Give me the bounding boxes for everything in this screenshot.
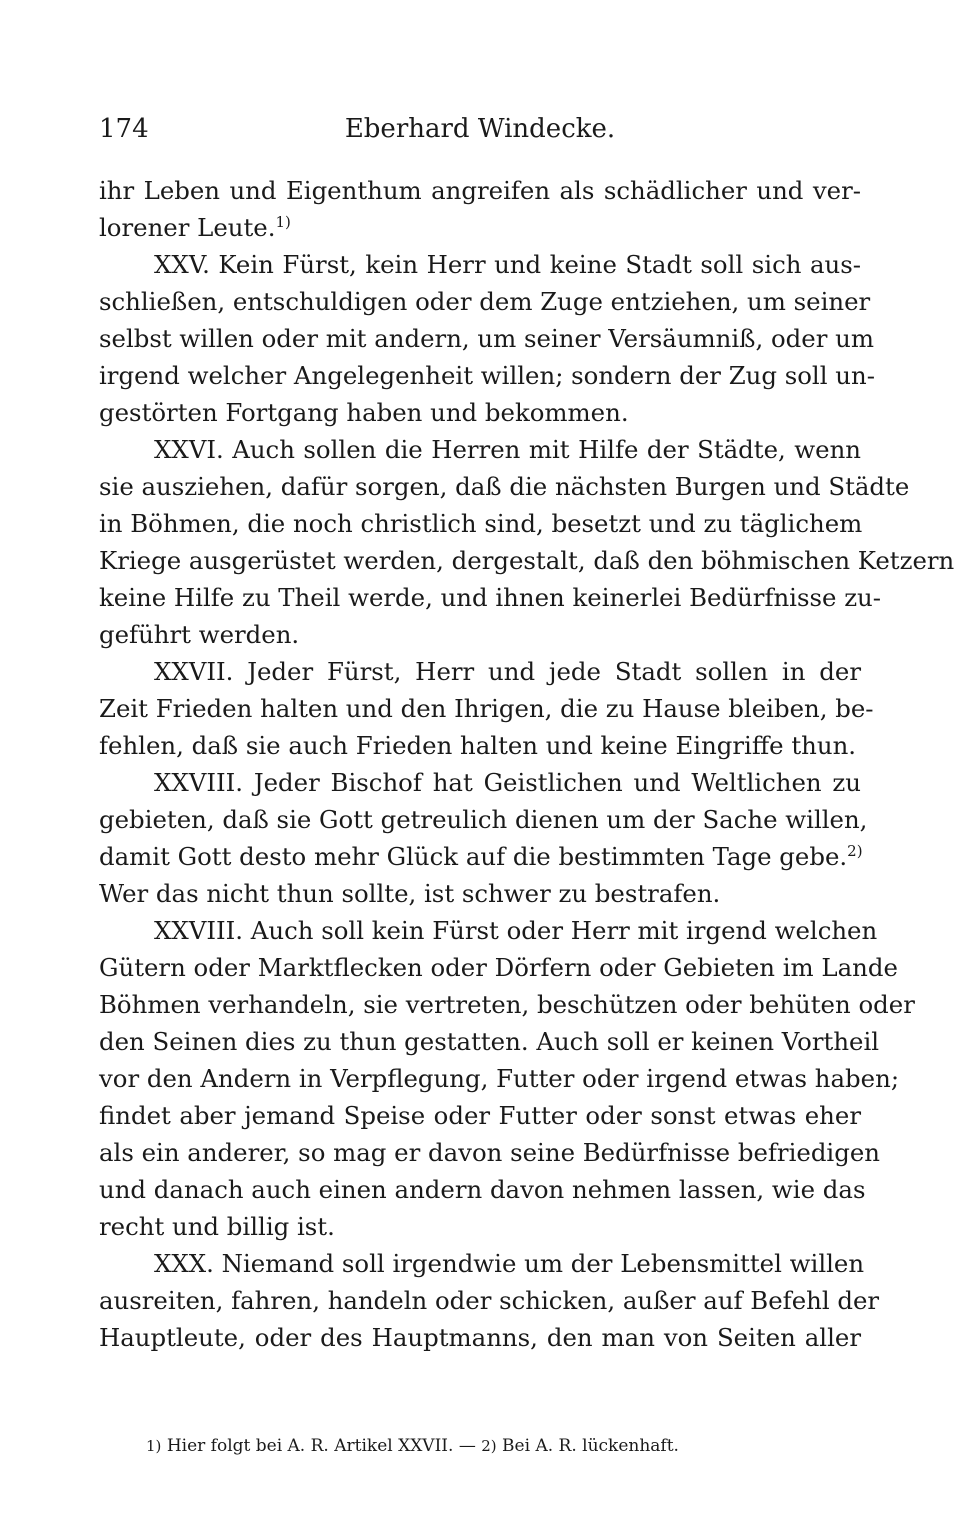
text-line: Böhmen verhandeln, sie vertreten, beschützen oder behüten oder	[99, 990, 915, 1019]
text-line: vor den Andern in Verpflegung, Futter oder irgend etwas haben;	[99, 1064, 900, 1093]
body-text	[99, 172, 955, 1356]
page-header	[99, 114, 861, 154]
text-line: Zeit Frieden halten und den Ihrigen, die zu Hause bleiben, be-	[99, 694, 874, 723]
footnote-mark: 1)	[275, 213, 291, 231]
text-line: XXVIII. Jeder Bischof hat Geistlichen und Weltlichen zu	[154, 768, 861, 797]
text-line: Wer das nicht thun sollte, ist schwer zu bestrafen.	[99, 879, 721, 908]
text-line: fehlen, daß sie auch Frieden halten und keine Eingriffe thun.	[99, 731, 857, 760]
text-line: den Seinen dies zu thun gestatten. Auch soll er keinen Vortheil	[99, 1027, 880, 1056]
footnote-2-number: 2)	[481, 1437, 497, 1455]
text-line: und danach auch einen andern davon nehmen lassen, wie das	[99, 1175, 866, 1204]
text-line: gestörten Fortgang haben und bekommen.	[99, 398, 629, 427]
text-line: Hauptleute, oder des Hauptmanns, den man von Seiten aller	[99, 1323, 861, 1352]
text-line: recht und billig ist.	[99, 1212, 335, 1241]
footnotes	[146, 1434, 679, 1458]
text-line: keine Hilfe zu Theil werde, und ihnen keinerlei Bedürfnisse zu-	[99, 583, 882, 612]
text-line: schließen, entschuldigen oder dem Zuge entziehen, um seiner	[99, 287, 871, 316]
footnote-2-text: Bei A. R. lückenhaft.	[502, 1436, 679, 1456]
text-line: geführt werden.	[99, 620, 300, 649]
text-line: ihr Leben und Eigenthum angreifen als schädlicher und ver-	[99, 176, 861, 205]
text-line: in Böhmen, die noch christlich sind, besetzt und zu täglichem	[99, 509, 863, 538]
text-line: selbst willen oder mit andern, um seiner Versäumniß, oder um	[99, 324, 874, 353]
text-line: damit Gott desto mehr Glück auf die bestimmten Tage gebe.$^{2)}$	[99, 842, 863, 871]
text-line: irgend welcher Angelegenheit willen; sondern der Zug soll un-	[99, 361, 875, 390]
text-line: Gütern oder Marktflecken oder Dörfern oder Gebieten im Lande	[99, 953, 898, 982]
text-line: findet aber jemand Speise oder Futter oder sonst etwas eher	[99, 1101, 861, 1130]
text-line: sie ausziehen, dafür sorgen, daß die nächsten Burgen und Städte	[99, 472, 910, 501]
text-line: XXV. Kein Fürst, kein Herr und keine Stadt soll sich aus-	[154, 250, 861, 279]
text-line: XXVI. Auch sollen die Herren mit Hilfe der Städte, wenn	[154, 435, 861, 464]
text-line: ausreiten, fahren, handeln oder schicken, außer auf Befehl der	[99, 1286, 880, 1315]
text-line: lorener Leute.$^{1)}$	[99, 213, 291, 242]
text-line: gebieten, daß sie Gott getreulich dienen um der Sache willen,	[99, 805, 868, 834]
text-line: XXX. Niemand soll irgendwie um der Lebensmittel willen	[154, 1249, 865, 1278]
text-line: Kriege ausgerüstet werden, dergestalt, daß den böhmischen Ketzern	[99, 546, 955, 575]
running-title: Eberhard Windecke.	[344, 114, 616, 144]
footnote-1-number: 1)	[146, 1437, 162, 1455]
text-line: XXVIII. Auch soll kein Fürst oder Herr mit irgend welchen	[154, 916, 878, 945]
footnote-mark: 2)	[847, 842, 863, 860]
page-number: 174	[99, 114, 149, 144]
text-line: als ein anderer, so mag er davon seine Bedürfnisse befriedigen	[99, 1138, 880, 1167]
text-line: XXVII. Jeder Fürst, Herr und jede Stadt sollen in der	[154, 657, 861, 686]
footnote-1-text: Hier folgt bei A. R. Artikel XXVII. —	[166, 1436, 476, 1456]
